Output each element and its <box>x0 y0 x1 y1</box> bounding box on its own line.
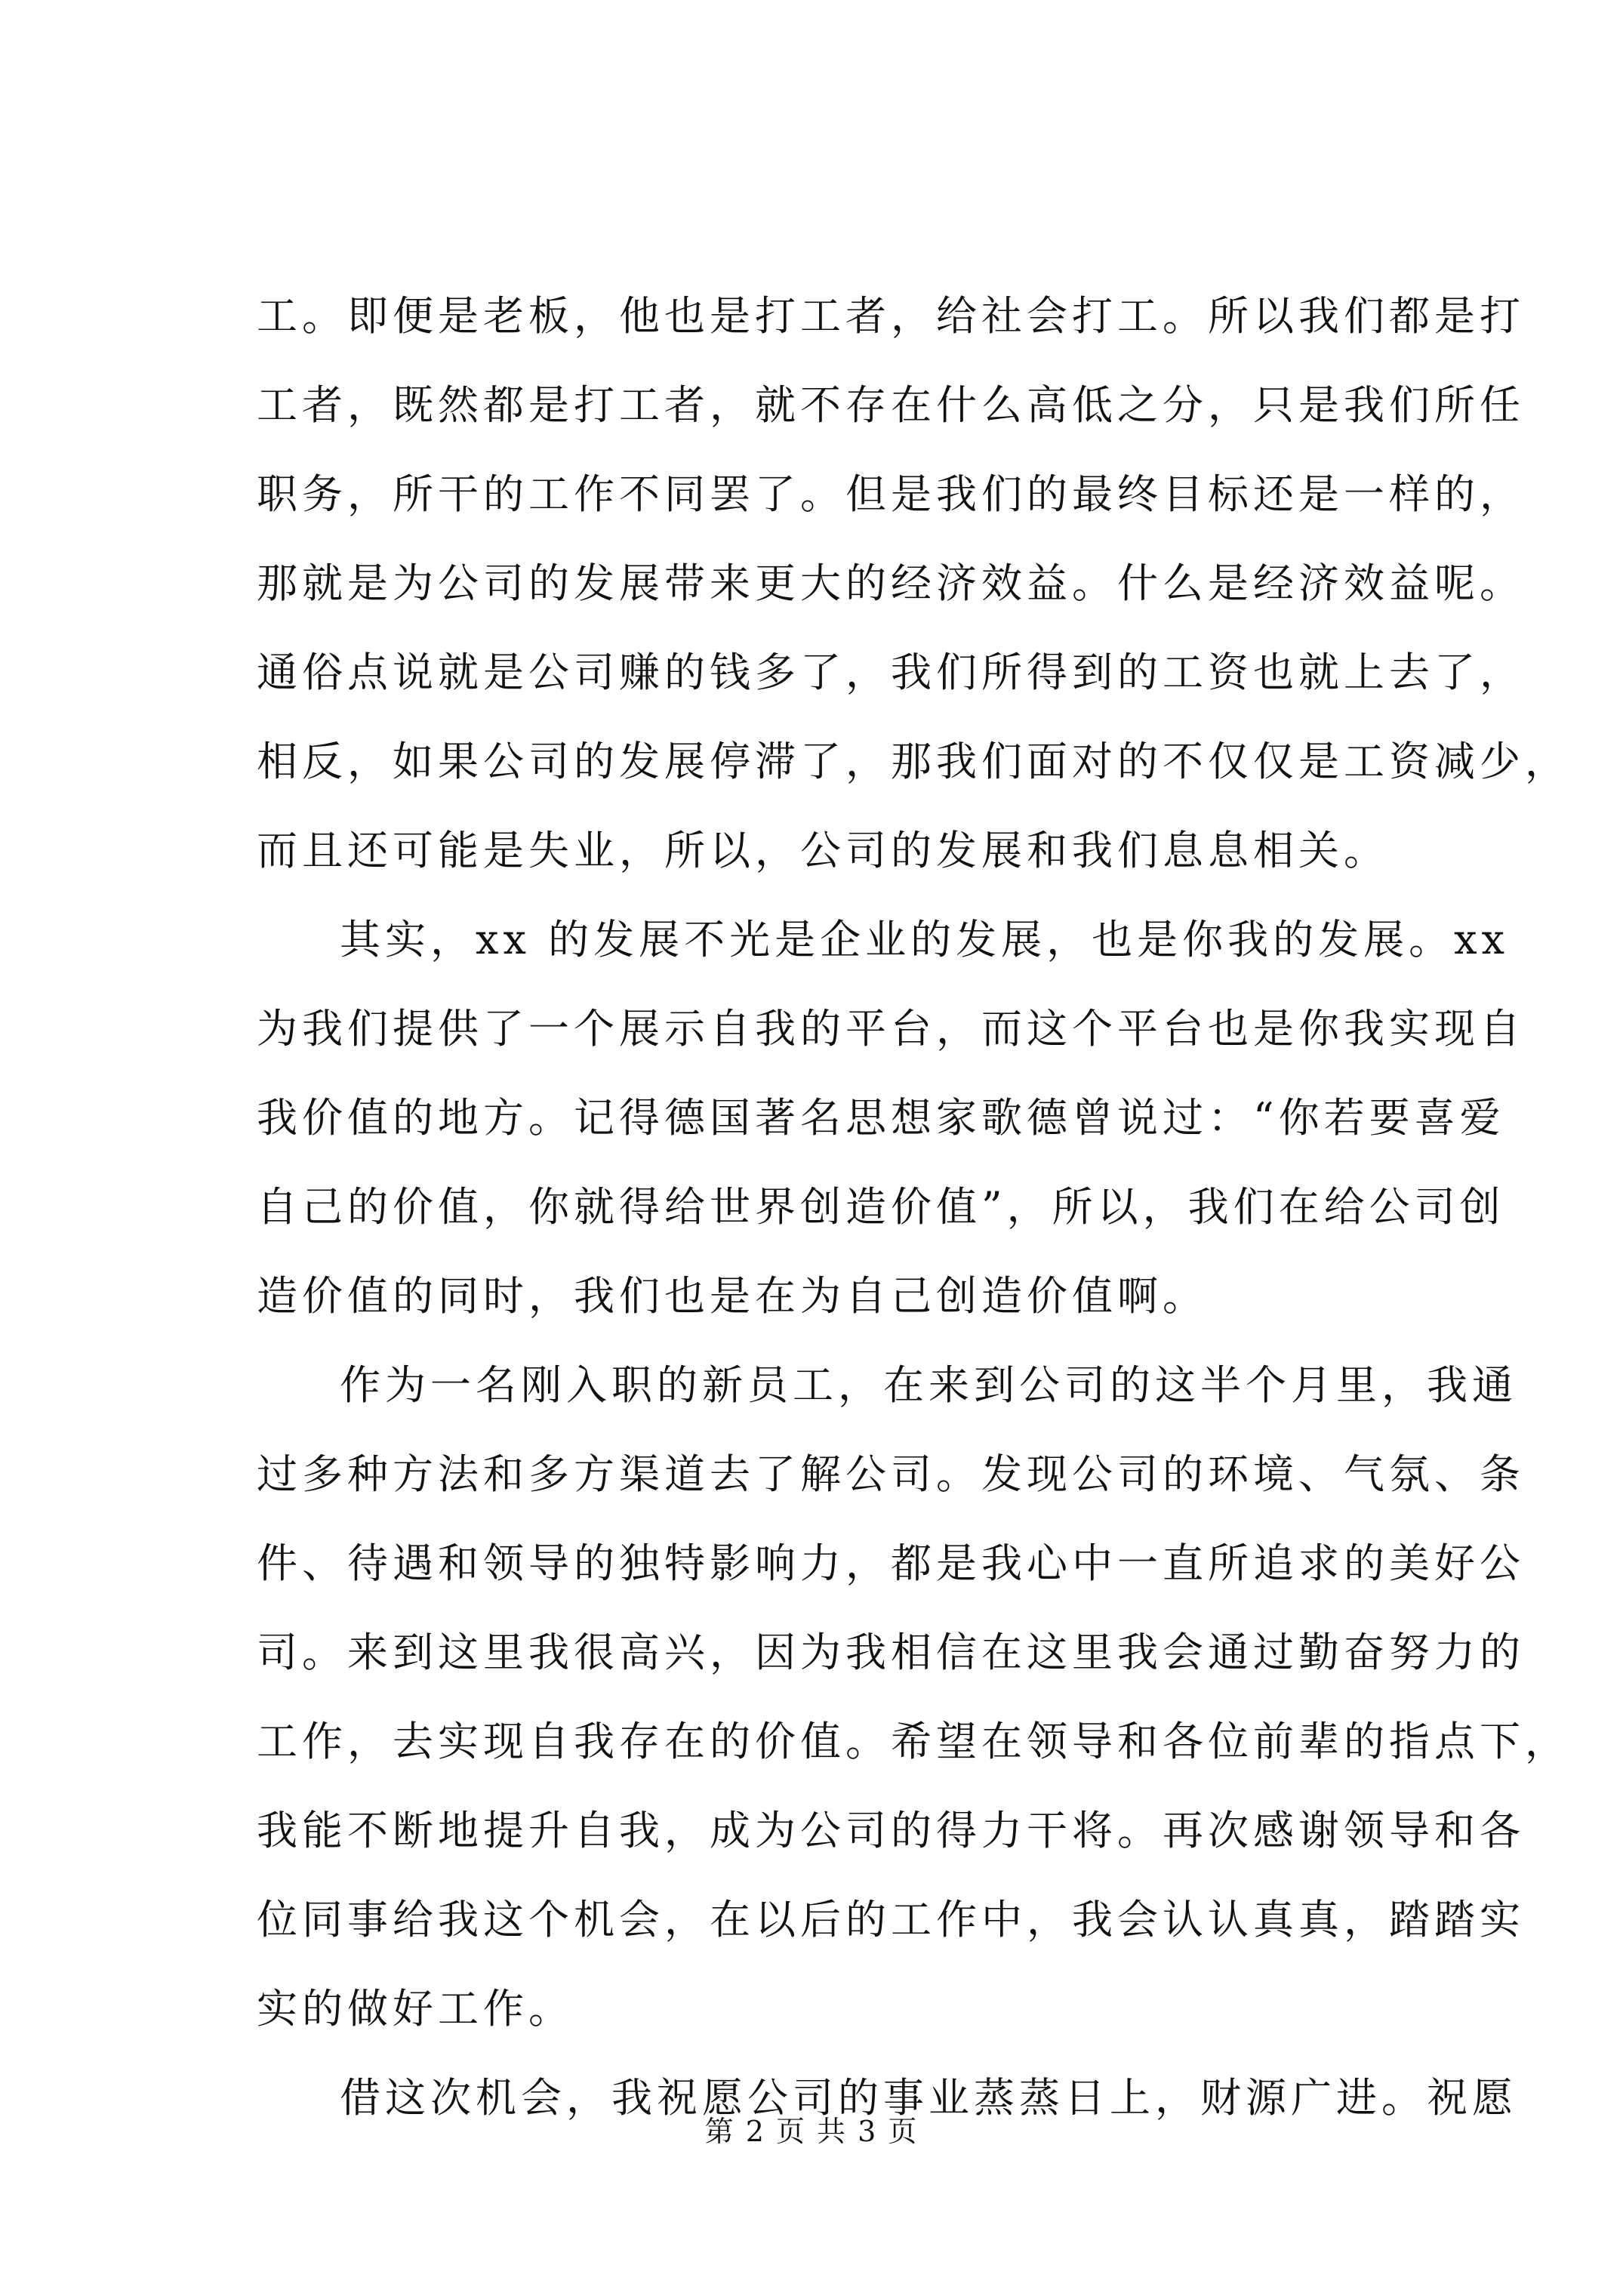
document-body <box>257 272 1570 2143</box>
text-line: 我能不断地提升自我，成为公司的得力干将。再次感谢领导和各 <box>257 1807 1525 1854</box>
text-line: 职务，所干的工作不同罢了。但是我们的最终目标还是一样的， <box>257 470 1525 518</box>
text-line: 通俗点说就是公司赚的钱多了，我们所得到的工资也就上去了， <box>257 649 1525 696</box>
text-line: 我价值的地方。记得德国著名思想家歌德曾说过：“你若要喜爱 <box>257 1094 1505 1142</box>
text-line: 过多种方法和多方渠道去了解公司。发现公司的环境、气氛、条 <box>257 1450 1525 1498</box>
text-line: 为我们提供了一个展示自我的平台，而这个平台也是你我实现自 <box>257 1005 1525 1052</box>
paragraph-first-line: 借这次机会，我祝愿公司的事业蒸蒸日上，财源广进。祝愿 <box>340 2074 1517 2122</box>
text-line: 相反，如果公司的发展停滞了，那我们面对的不仅仅是工资减少， <box>257 738 1570 785</box>
text-line: 造价值的同时，我们也是在为自己创造价值啊。 <box>257 1272 1208 1320</box>
paragraph-first-line: 作为一名刚入职的新员工，在来到公司的这半个月里，我通 <box>340 1361 1517 1409</box>
text-line: 司。来到这里我很高兴，因为我相信在这里我会通过勤奋努力的 <box>257 1629 1525 1676</box>
text-line: 位同事给我这个机会，在以后的工作中，我会认认真真，踏踏实 <box>257 1896 1525 1943</box>
page-footer <box>0 2113 1623 2150</box>
text-line: 自己的价值，你就得给世界创造价值”，所以，我们在给公司创 <box>257 1183 1505 1231</box>
text-line: 工者，既然都是打工者，就不存在什么高低之分，只是我们所任 <box>257 381 1525 429</box>
text-line: 那就是为公司的发展带来更大的经济效益。什么是经济效益呢。 <box>257 559 1525 607</box>
text-line: 工。即便是老板，他也是打工者，给社会打工。所以我们都是打 <box>257 292 1525 340</box>
paragraph-first-line: 其实，xx 的发展不光是企业的发展，也是你我的发展。xx <box>340 916 1509 963</box>
text-line: 工作，去实现自我存在的价值。希望在领导和各位前辈的指点下， <box>257 1718 1570 1765</box>
text-line: 实的做好工作。 <box>257 1985 574 2032</box>
text-line: 件、待遇和领导的独特影响力，都是我心中一直所追求的美好公 <box>257 1539 1525 1587</box>
text-line: 而且还可能是失业，所以，公司的发展和我们息息相关。 <box>257 827 1389 874</box>
page-number-indicator: 第 2 页 共 3 页 <box>704 2115 919 2148</box>
